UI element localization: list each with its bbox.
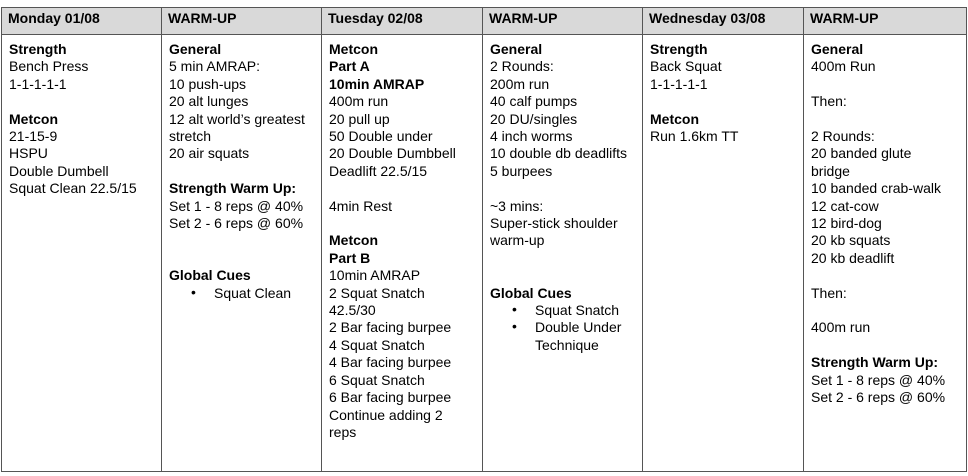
- section-heading: General: [169, 41, 222, 57]
- content-row: [2, 35, 967, 472]
- text-line: 400m Run: [811, 58, 876, 75]
- text-line: Set 1 - 8 reps @ 40%: [811, 371, 946, 388]
- text-line: Set 1 - 8 reps @ 40%: [169, 197, 304, 214]
- blank-line: [169, 163, 317, 180]
- text-line: 1-1-1-1-1: [650, 75, 708, 92]
- header-monday-warmup: WARM-UP: [162, 8, 322, 35]
- blank-line: [490, 250, 638, 267]
- text-line: 10min AMRAP: [329, 267, 421, 284]
- section-heading: Global Cues: [169, 267, 251, 284]
- text-line: 12 cat-cow: [811, 197, 879, 214]
- section-heading: General: [490, 41, 543, 57]
- text-line: 2 Rounds:: [811, 128, 875, 144]
- blank-line: [169, 232, 317, 249]
- bullet-item: • Double Under Technique: [490, 319, 638, 354]
- text-line: Bench Press: [9, 58, 89, 75]
- text-line: 5 min AMRAP:: [169, 58, 261, 75]
- text-line: Squat Clean 22.5/15: [9, 180, 137, 197]
- text-line: 12 alt world’s greatest stretch: [169, 110, 305, 145]
- text-line: 20 pull up: [329, 110, 390, 127]
- text-line: 20 Double Dumbbell: [329, 145, 456, 162]
- text-line: Double Dumbell: [9, 162, 109, 179]
- text-line: 400m run: [329, 93, 389, 110]
- blank-line: [329, 180, 478, 197]
- section-heading: Strength Warm Up:: [811, 354, 939, 371]
- section-heading: Metcon: [9, 110, 58, 127]
- blank-line: [490, 267, 638, 284]
- text-line: 20 DU/singles: [490, 110, 578, 127]
- text-line: 10 push-ups: [169, 75, 247, 92]
- blank-line: [490, 180, 638, 197]
- text-line: Run 1.6km TT: [650, 128, 739, 145]
- text-line: 20 alt lunges: [169, 93, 249, 110]
- blank-line: [9, 93, 157, 110]
- section-heading: Part A: [329, 58, 370, 75]
- section-heading: Strength: [650, 41, 708, 57]
- cell-tuesday-workout: [322, 35, 483, 472]
- weekly-schedule-table: [1, 7, 967, 472]
- text-line: 2 Squat Snatch: [329, 284, 425, 301]
- header-tuesday-warmup: WARM-UP: [483, 8, 643, 35]
- text-line: 20 banded glute: [811, 145, 912, 162]
- text-line: Continue adding 2: [329, 406, 443, 423]
- text-line: 50 Double under: [329, 128, 433, 145]
- cell-tuesday-warmup: [483, 35, 643, 472]
- text-line: 20 air squats: [169, 145, 250, 162]
- blank-line: [811, 76, 962, 93]
- text-line: warm-up: [490, 232, 545, 249]
- text-line: 10 banded crab-walk: [811, 180, 941, 197]
- text-line: 4 inch worms: [490, 128, 573, 145]
- section-heading: Global Cues: [490, 284, 572, 301]
- header-monday: Monday 01/08: [2, 8, 162, 35]
- cell-wednesday-workout: [643, 35, 804, 472]
- blank-line: [329, 215, 478, 232]
- blank-line: [650, 93, 799, 110]
- blank-line: [811, 302, 962, 319]
- bullet-item: • Squat Snatch: [490, 302, 638, 319]
- text-line: 4 Bar facing burpee: [329, 354, 452, 371]
- text-line: 20 kb squats: [811, 232, 891, 249]
- text-line: 4min Rest: [329, 197, 393, 214]
- header-wednesday-warmup: WARM-UP: [804, 8, 967, 35]
- text-line: 2 Rounds:: [490, 58, 554, 75]
- section-heading: Strength Warm Up:: [169, 180, 297, 197]
- blank-line: [811, 111, 962, 128]
- text-line: Set 2 - 6 reps @ 60%: [169, 215, 304, 232]
- text-line: 400m run: [811, 319, 871, 336]
- text-line: ~3 mins:: [490, 197, 544, 214]
- text-line: Deadlift 22.5/15: [329, 162, 428, 179]
- blank-line: [811, 337, 962, 354]
- cell-monday-workout: [2, 35, 162, 472]
- cell-wednesday-warmup: [804, 35, 967, 472]
- text-line: 42.5/30: [329, 302, 376, 319]
- header-wednesday: Wednesday 03/08: [643, 8, 804, 35]
- text-line: HSPU: [9, 145, 48, 162]
- text-line: 4 Squat Snatch: [329, 336, 425, 353]
- text-line: Then:: [811, 93, 847, 110]
- section-heading: Metcon: [650, 110, 699, 127]
- blank-line: [811, 267, 962, 284]
- text-line: 40 calf pumps: [490, 93, 578, 110]
- text-line: 20 kb deadlift: [811, 249, 895, 266]
- text-line: 5 burpees: [490, 162, 553, 179]
- text-line: reps: [329, 423, 357, 440]
- text-line: 12 bird-dog: [811, 215, 882, 232]
- bullet-item: • Squat Clean: [169, 285, 317, 302]
- text-line: 6 Bar facing burpee: [329, 389, 452, 406]
- text-line: 200m run: [490, 75, 550, 92]
- section-heading: 10min AMRAP: [329, 75, 425, 92]
- text-line: Super-stick shoulder: [490, 215, 618, 232]
- text-line: 2 Bar facing burpee: [329, 319, 452, 336]
- text-line: Set 2 - 6 reps @ 60%: [811, 389, 946, 406]
- text-line: bridge: [811, 162, 850, 179]
- section-heading: Metcon: [329, 41, 378, 57]
- text-line: Back Squat: [650, 58, 722, 75]
- header-row: [2, 8, 967, 35]
- text-line: Then:: [811, 284, 847, 301]
- text-line: 21-15-9: [9, 128, 58, 145]
- section-heading: Metcon: [329, 232, 378, 249]
- text-line: 6 Squat Snatch: [329, 371, 425, 388]
- cell-monday-warmup: [162, 35, 322, 472]
- section-heading: Part B: [329, 249, 371, 266]
- text-line: 1-1-1-1-1: [9, 75, 67, 92]
- section-heading: General: [811, 41, 864, 57]
- header-tuesday: Tuesday 02/08: [322, 8, 483, 35]
- blank-line: [169, 250, 317, 267]
- section-heading: Strength: [9, 41, 67, 57]
- text-line: 10 double db deadlifts: [490, 145, 627, 162]
